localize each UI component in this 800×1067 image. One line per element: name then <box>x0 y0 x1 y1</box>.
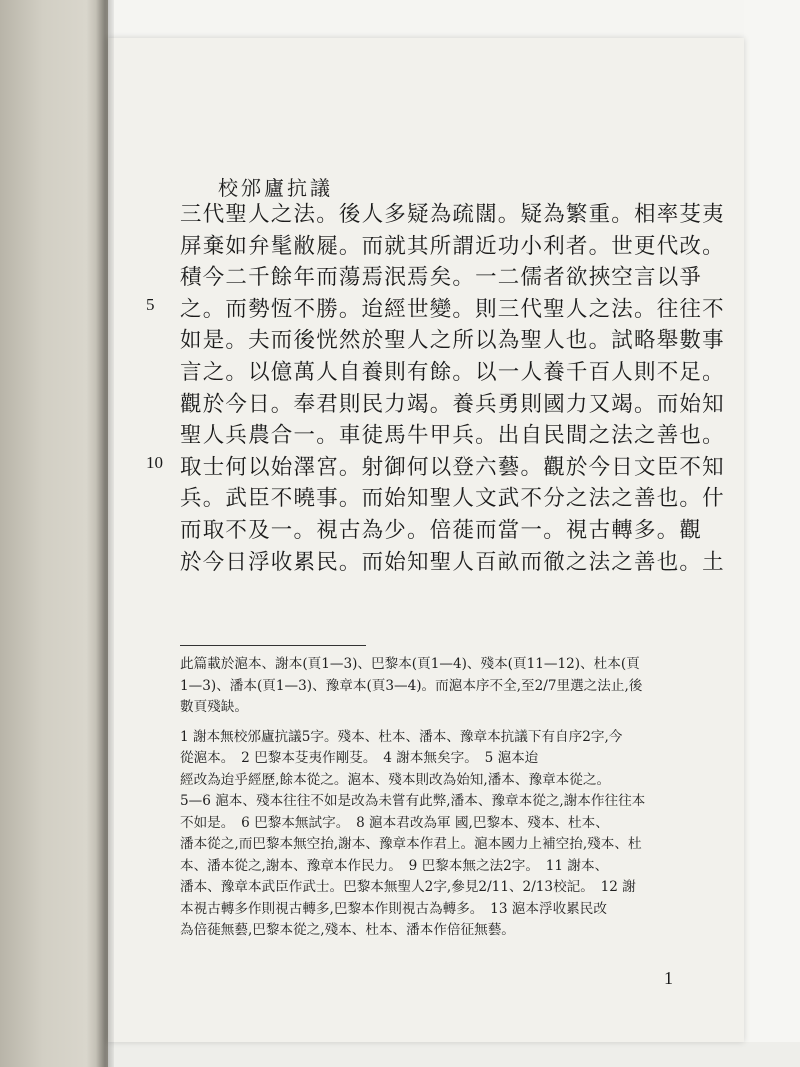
page-number: 1 <box>664 968 673 988</box>
collation-note-line: 5—6 滬本、殘本往往不如是改為未嘗有此弊,潘本、豫章本從之,謝本作往往本 <box>180 793 646 809</box>
text-line: 如是。夫而後恍然於聖人之所以為聖人也。試略舉數事 <box>180 328 725 354</box>
chapter-title: 校邠廬抗議 <box>218 176 333 200</box>
footnote-line: 此篇載於滬本、謝本(頁1—3)、巴黎本(頁1—4)、殘本(頁11—12)、杜本(頁 <box>180 656 640 672</box>
collation-note-line: 經改為迨乎經歷,餘本從之。滬本、殘本則改為始知,潘本、豫章本從之。 <box>180 771 611 788</box>
line-number-10: 10 <box>146 453 163 472</box>
text-line: 於今日浮收累民。而始知聖人百畝而徹之法之善也。土 <box>180 549 725 575</box>
collation-note-line: 本視古轉多作則視古轉多,巴黎本作則視古為轉多。 13 滬本浮收累民改 <box>180 900 607 917</box>
text-line: 取士何以始澤宮。射御何以登六藝。觀於今日文臣不知 <box>180 454 725 480</box>
book-gutter <box>96 0 114 1067</box>
text-line: 而取不及一。視古為少。倍蓰而當一。視古轉多。觀 <box>180 517 703 543</box>
line-number-5: 5 <box>146 295 155 314</box>
text-line: 積今二千餘年而蕩焉泯焉矣。一二儒者欲挾空言以爭 <box>180 265 703 291</box>
text-line: 之。而勢恆不勝。迨經世變。則三代聖人之法。往往不 <box>180 296 725 322</box>
background <box>108 0 800 38</box>
footnotes <box>180 654 700 942</box>
collation-note-line: 潘本從之,而巴黎本無空抬,謝本、豫章本作君上。滬本國力上補空抬,殘本、杜 <box>180 836 642 852</box>
collation-note-line: 不如是。 6 巴黎本無試字。 8 滬本君改為軍 國,巴黎本、殘本、杜本、 <box>180 814 609 831</box>
main-text <box>180 199 725 578</box>
collation-note-line: 為倍蓰無藝,巴黎本從之,殘本、杜本、潘本作倍征無藝。 <box>180 922 515 938</box>
text-line: 兵。武臣不曉事。而始知聖人文武不分之法之善也。什 <box>180 486 725 512</box>
background <box>744 0 800 1067</box>
footnote-divider <box>180 645 366 646</box>
collation-note-line: 本、潘本從之,謝本、豫章本作民力。 9 巴黎本無之法2字。 11 謝本、 <box>180 857 609 874</box>
footnote-line: 數頁殘缺。 <box>180 699 248 715</box>
collation-note-line: 1 謝本無校邠廬抗議5字。殘本、杜本、潘本、豫章本抗議下有自序2字,今 <box>180 728 623 745</box>
footnote-spacer <box>180 719 700 727</box>
footnote-line: 1—3)、潘本(頁1—3)、豫章本(頁3—4)。而滬本序不全,至2/7里選之法止,後 <box>180 677 643 694</box>
text-line: 三代聖人之法。後人多疑為疏闊。疑為繁重。相率芟夷 <box>180 202 725 227</box>
facing-page <box>0 0 108 1067</box>
background <box>108 1042 800 1067</box>
text-line: 言之。以億萬人自養則有餘。以一人養千百人則不足。 <box>180 359 725 385</box>
collation-note-line: 潘本、豫章本武臣作武士。巴黎本無聖人2字,參見2/11、2/13校記。 12 謝 <box>180 879 636 895</box>
text-line: 聖人兵農合一。車徒馬牛甲兵。出自民間之法之善也。 <box>180 423 725 449</box>
text-line: 觀於今日。奉君則民力竭。養兵勇則國力又竭。而始知 <box>180 391 725 417</box>
collation-note-line: 從滬本。 2 巴黎本芟夷作剛芟。 4 謝本無矣字。 5 滬本迨 <box>180 750 539 766</box>
text-line: 屏棄如弁髦敝屣。而就其所謂近功小利者。世更代改。 <box>180 233 725 259</box>
